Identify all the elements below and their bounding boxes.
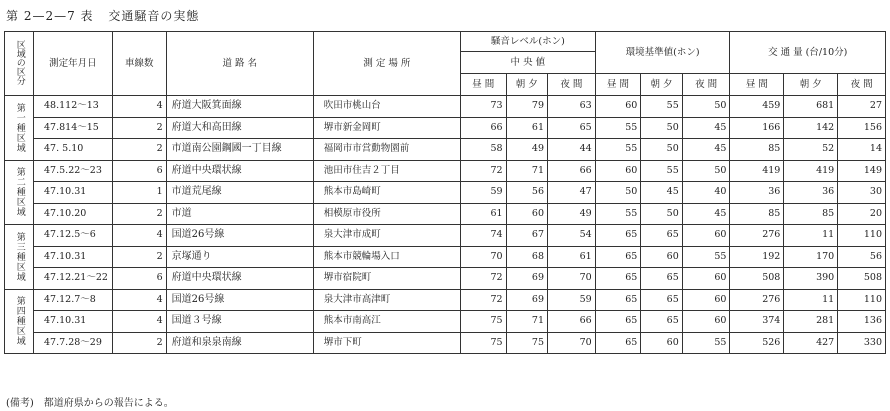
road-cell: 市道 (166, 203, 313, 225)
place-cell: 泉大津市成町 (313, 225, 460, 247)
noise-night-cell: 49 (548, 203, 596, 225)
road-cell: 府道中央環状線 (166, 268, 313, 290)
noise-day-cell: 58 (460, 139, 506, 161)
place-cell: 泉大津市高津町 (313, 289, 460, 311)
traffic-day-cell: 166 (730, 117, 784, 139)
date-cell: 47.10.31 (34, 311, 113, 333)
table-row (5, 96, 886, 118)
noise-day-cell: 74 (460, 225, 506, 247)
place-cell: 熊本市競輪場入口 (313, 246, 460, 268)
table-row (5, 332, 886, 354)
header-region: 区域の区分 (5, 32, 34, 96)
header-road: 道 路 名 (166, 32, 313, 96)
noise-day-cell: 61 (460, 203, 506, 225)
road-cell: 府道中央環状線 (166, 160, 313, 182)
noise-night-cell: 54 (548, 225, 596, 247)
std-day-cell: 65 (595, 289, 641, 311)
traffic-morning-evening-cell: 419 (784, 160, 838, 182)
place-cell: 吹田市桃山台 (313, 96, 460, 118)
table-row (5, 311, 886, 333)
region-label: 第四種区域 (5, 289, 34, 354)
std-night-cell: 60 (682, 268, 730, 290)
traffic-day-cell: 374 (730, 311, 784, 333)
road-cell: 府道大阪箕面線 (166, 96, 313, 118)
noise-day-cell: 59 (460, 182, 506, 204)
std-day-cell: 50 (595, 182, 641, 204)
traffic-night-cell: 110 (838, 289, 886, 311)
std-night-cell: 45 (682, 117, 730, 139)
lanes-cell: 6 (112, 160, 166, 182)
noise-morning-evening-cell: 67 (506, 225, 547, 247)
traffic-night-cell: 156 (838, 117, 886, 139)
std-day-cell: 55 (595, 203, 641, 225)
table-row (5, 225, 886, 247)
place-cell: 相模原市役所 (313, 203, 460, 225)
noise-night-cell: 47 (548, 182, 596, 204)
table-title (6, 7, 199, 24)
header-place: 測 定 場 所 (313, 32, 460, 96)
road-cell: 府道和泉泉南線 (166, 332, 313, 354)
date-cell: 48.112〜13 (34, 96, 113, 118)
traffic-night-cell: 149 (838, 160, 886, 182)
header-noise-morning-evening: 朝 夕 (506, 74, 547, 96)
place-cell: 熊本市南高江 (313, 311, 460, 333)
traffic-day-cell: 276 (730, 289, 784, 311)
lanes-cell: 2 (112, 117, 166, 139)
traffic-morning-evening-cell: 85 (784, 203, 838, 225)
traffic-morning-evening-cell: 681 (784, 96, 838, 118)
std-morning-evening-cell: 50 (641, 203, 682, 225)
std-night-cell: 40 (682, 182, 730, 204)
lanes-cell: 4 (112, 311, 166, 333)
date-cell: 47.10.20 (34, 203, 113, 225)
header-noise-level: 騒音レベル(ホン) (460, 32, 595, 52)
noise-day-cell: 72 (460, 268, 506, 290)
header-noise-night: 夜 間 (548, 74, 596, 96)
std-day-cell: 65 (595, 311, 641, 333)
date-cell: 47.12.21〜22 (34, 268, 113, 290)
traffic-morning-evening-cell: 52 (784, 139, 838, 161)
date-cell: 47.10.31 (34, 246, 113, 268)
noise-morning-evening-cell: 79 (506, 96, 547, 118)
date-cell: 47. 5.10 (34, 139, 113, 161)
noise-night-cell: 59 (548, 289, 596, 311)
header-traffic-night: 夜 間 (838, 74, 886, 96)
noise-day-cell: 73 (460, 96, 506, 118)
table-name: 交通騒音の実態 (108, 9, 200, 23)
lanes-cell: 2 (112, 139, 166, 161)
std-day-cell: 65 (595, 246, 641, 268)
traffic-morning-evening-cell: 11 (784, 225, 838, 247)
std-morning-evening-cell: 65 (641, 225, 682, 247)
header-median: 中 央 値 (460, 52, 595, 74)
road-cell: 市道南公園鋼國一丁目線 (166, 139, 313, 161)
std-morning-evening-cell: 55 (641, 96, 682, 118)
std-morning-evening-cell: 55 (641, 160, 682, 182)
traffic-morning-evening-cell: 427 (784, 332, 838, 354)
place-cell: 池田市住吉２丁目 (313, 160, 460, 182)
place-cell: 福岡市市営動物園前 (313, 139, 460, 161)
road-cell: 市道荒尾線 (166, 182, 313, 204)
traffic-day-cell: 276 (730, 225, 784, 247)
noise-morning-evening-cell: 56 (506, 182, 547, 204)
std-day-cell: 60 (595, 96, 641, 118)
noise-night-cell: 63 (548, 96, 596, 118)
traffic-day-cell: 192 (730, 246, 784, 268)
header-std-day: 昼 間 (595, 74, 641, 96)
date-cell: 47.12.5〜6 (34, 225, 113, 247)
std-day-cell: 55 (595, 117, 641, 139)
traffic-night-cell: 14 (838, 139, 886, 161)
noise-night-cell: 70 (548, 268, 596, 290)
noise-night-cell: 44 (548, 139, 596, 161)
std-day-cell: 65 (595, 225, 641, 247)
std-night-cell: 60 (682, 311, 730, 333)
std-day-cell: 65 (595, 332, 641, 354)
noise-day-cell: 75 (460, 332, 506, 354)
road-cell: 京塚通り (166, 246, 313, 268)
noise-day-cell: 72 (460, 160, 506, 182)
header-traffic: 交 通 量 (台/10分) (730, 32, 886, 74)
table-row (5, 117, 886, 139)
header-std-night: 夜 間 (682, 74, 730, 96)
std-morning-evening-cell: 65 (641, 268, 682, 290)
noise-day-cell: 75 (460, 311, 506, 333)
traffic-night-cell: 27 (838, 96, 886, 118)
traffic-night-cell: 110 (838, 225, 886, 247)
traffic-morning-evening-cell: 11 (784, 289, 838, 311)
lanes-cell: 4 (112, 225, 166, 247)
date-cell: 47.7.28〜29 (34, 332, 113, 354)
table-row (5, 182, 886, 204)
place-cell: 堺市新金岡町 (313, 117, 460, 139)
std-morning-evening-cell: 60 (641, 332, 682, 354)
date-cell: 47.814〜15 (34, 117, 113, 139)
table-row (5, 139, 886, 161)
date-cell: 47.12.7〜8 (34, 289, 113, 311)
place-cell: 熊本市島崎町 (313, 182, 460, 204)
traffic-morning-evening-cell: 170 (784, 246, 838, 268)
traffic-day-cell: 459 (730, 96, 784, 118)
traffic-day-cell: 36 (730, 182, 784, 204)
header-lanes: 車線数 (112, 32, 166, 96)
region-label: 第二種区域 (5, 160, 34, 225)
std-night-cell: 55 (682, 332, 730, 354)
std-morning-evening-cell: 50 (641, 117, 682, 139)
road-cell: 国道３号線 (166, 311, 313, 333)
header-traffic-morning-evening: 朝 夕 (784, 74, 838, 96)
noise-day-cell: 66 (460, 117, 506, 139)
traffic-night-cell: 136 (838, 311, 886, 333)
std-night-cell: 45 (682, 203, 730, 225)
region-label: 第三種区域 (5, 225, 34, 290)
lanes-cell: 2 (112, 203, 166, 225)
std-morning-evening-cell: 45 (641, 182, 682, 204)
noise-morning-evening-cell: 69 (506, 268, 547, 290)
noise-morning-evening-cell: 61 (506, 117, 547, 139)
std-morning-evening-cell: 50 (641, 139, 682, 161)
lanes-cell: 4 (112, 289, 166, 311)
std-night-cell: 60 (682, 289, 730, 311)
road-cell: 国道26号線 (166, 225, 313, 247)
traffic-noise-table (4, 31, 886, 354)
noise-morning-evening-cell: 71 (506, 160, 547, 182)
lanes-cell: 4 (112, 96, 166, 118)
noise-morning-evening-cell: 49 (506, 139, 547, 161)
traffic-night-cell: 508 (838, 268, 886, 290)
std-night-cell: 60 (682, 225, 730, 247)
traffic-day-cell: 85 (730, 139, 784, 161)
std-morning-evening-cell: 65 (641, 289, 682, 311)
traffic-day-cell: 526 (730, 332, 784, 354)
table-row (5, 160, 886, 182)
std-day-cell: 55 (595, 139, 641, 161)
date-cell: 47.10.31 (34, 182, 113, 204)
traffic-morning-evening-cell: 142 (784, 117, 838, 139)
table-row (5, 268, 886, 290)
std-morning-evening-cell: 60 (641, 246, 682, 268)
table-row (5, 246, 886, 268)
std-night-cell: 50 (682, 96, 730, 118)
noise-day-cell: 72 (460, 289, 506, 311)
std-day-cell: 65 (595, 268, 641, 290)
place-cell: 堺市宿院町 (313, 268, 460, 290)
traffic-morning-evening-cell: 36 (784, 182, 838, 204)
traffic-night-cell: 30 (838, 182, 886, 204)
std-night-cell: 45 (682, 139, 730, 161)
traffic-night-cell: 20 (838, 203, 886, 225)
noise-night-cell: 65 (548, 117, 596, 139)
noise-night-cell: 66 (548, 160, 596, 182)
header-std-morning-evening: 朝 夕 (641, 74, 682, 96)
lanes-cell: 1 (112, 182, 166, 204)
road-cell: 府道大和高田線 (166, 117, 313, 139)
std-morning-evening-cell: 65 (641, 311, 682, 333)
std-night-cell: 55 (682, 246, 730, 268)
noise-morning-evening-cell: 75 (506, 332, 547, 354)
std-day-cell: 60 (595, 160, 641, 182)
noise-day-cell: 70 (460, 246, 506, 268)
lanes-cell: 6 (112, 268, 166, 290)
header-noise-day: 昼 間 (460, 74, 506, 96)
traffic-morning-evening-cell: 390 (784, 268, 838, 290)
date-cell: 47.5.22〜23 (34, 160, 113, 182)
noise-morning-evening-cell: 71 (506, 311, 547, 333)
traffic-day-cell: 85 (730, 203, 784, 225)
header-standard: 環境基準値(ホン) (595, 32, 730, 74)
table-note: (備考) 都道府県からの報告による。 (6, 398, 174, 409)
traffic-day-cell: 419 (730, 160, 784, 182)
lanes-cell: 2 (112, 332, 166, 354)
lanes-cell: 2 (112, 246, 166, 268)
noise-night-cell: 70 (548, 332, 596, 354)
noise-morning-evening-cell: 69 (506, 289, 547, 311)
traffic-morning-evening-cell: 281 (784, 311, 838, 333)
noise-morning-evening-cell: 68 (506, 246, 547, 268)
table-row (5, 289, 886, 311)
road-cell: 国道26号線 (166, 289, 313, 311)
header-traffic-day: 昼 間 (730, 74, 784, 96)
header-date: 測定年月日 (34, 32, 113, 96)
noise-night-cell: 61 (548, 246, 596, 268)
table-number: 第 2—2—7 表 (6, 9, 94, 23)
region-label: 第一種区域 (5, 96, 34, 161)
traffic-night-cell: 330 (838, 332, 886, 354)
table-body (5, 96, 886, 354)
std-night-cell: 50 (682, 160, 730, 182)
traffic-day-cell: 508 (730, 268, 784, 290)
noise-morning-evening-cell: 60 (506, 203, 547, 225)
table-row (5, 203, 886, 225)
traffic-night-cell: 56 (838, 246, 886, 268)
noise-night-cell: 66 (548, 311, 596, 333)
place-cell: 堺市下町 (313, 332, 460, 354)
